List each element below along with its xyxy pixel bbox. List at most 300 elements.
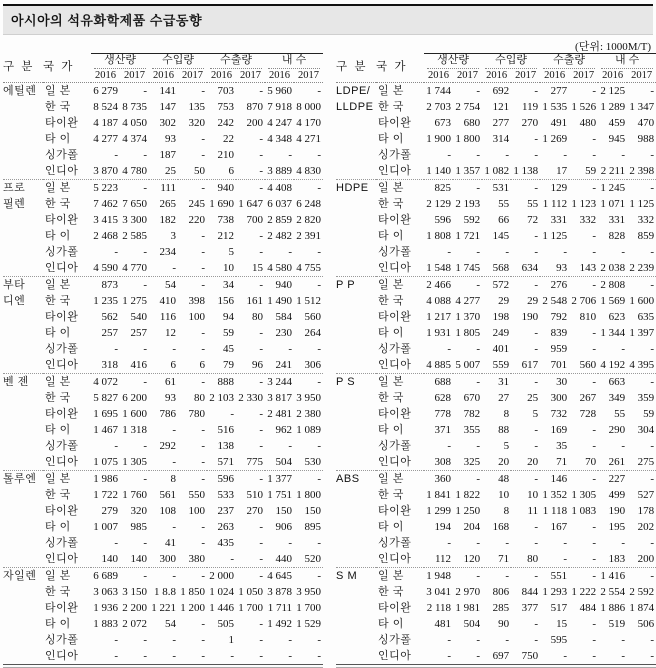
country-cell: 일 본 [43,374,91,391]
value-cell: 55 [527,198,539,210]
value-cell: 15 [252,262,264,274]
value-cell: 1 647 [238,198,264,210]
year-label: 2017 [627,69,656,83]
value-cell: 300 [550,392,568,404]
category-cell: 필렌 [3,198,26,210]
value-cell: 2 391 [296,230,322,242]
table-row [336,406,656,422]
value-cell: 792 [550,311,568,323]
value-cell: - [476,246,481,258]
table-row [3,293,323,309]
country-cell: 인디아 [378,553,412,565]
value-cell: 1 760 [122,489,148,501]
country-cell: 인디아 [378,165,412,177]
value-cell: - [288,537,293,549]
value-cell: 194 [434,521,452,533]
table-row [336,309,656,325]
country-cell: 일 본 [376,180,424,197]
value-cell: 440 [275,553,293,565]
header-exports: 수출량 [207,54,265,70]
table-row [3,616,323,632]
country-cell: 싱가폴 [378,537,412,549]
value-cell: - [114,149,118,161]
value-cell: - [172,456,177,468]
value-cell: 3 817 [267,392,293,404]
table-row [336,584,656,600]
country-cell: 한 국 [378,198,404,210]
value-cell: 435 [217,537,235,549]
value-cell: 4 830 [296,165,322,177]
value-cell: 540 [130,311,148,323]
value-cell: 1 711 [267,602,293,614]
value-cell: - [178,648,207,665]
value-cell: 249 [492,327,510,339]
category-cell [336,648,376,665]
table-row [336,632,656,648]
value-cell: - [627,568,656,585]
country-cell: 타이완 [45,311,79,323]
year-label: 2017 [511,69,540,83]
country-cell: 타이완 [378,408,412,420]
value-cell: - [259,634,264,646]
category-cell [336,438,376,454]
value-cell: - [424,648,453,665]
value-cell: 3 [170,230,177,242]
category-cell [336,535,376,551]
value-cell: - [259,537,264,549]
value-cell: 1 245 [598,180,627,197]
value-cell: 680 [463,117,481,129]
category-cell: HDPE [336,180,376,197]
value-cell: 140 [130,553,148,565]
value-cell: 828 [608,230,626,242]
category-cell [3,309,43,325]
table-row [3,519,323,535]
category-cell [3,228,43,244]
value-cell: - [294,374,323,391]
value-cell: - [511,277,540,294]
value-cell: 190 [608,505,626,517]
value-cell: 782 [463,408,481,420]
value-cell: 4 050 [122,117,148,129]
value-cell: 111 [149,180,178,197]
value-cell: 1 948 [424,568,453,585]
category-cell [3,390,43,406]
unit-note: (단위: 1000M/T) [575,41,651,53]
value-cell: 697 [482,648,511,665]
category-cell [336,309,376,325]
value-cell: - [143,246,148,258]
country-cell: 싱가폴 [45,343,79,355]
value-cell: - [294,648,323,665]
table-row [3,341,323,357]
value-cell: - [453,180,482,197]
category-cell [336,390,376,406]
table-row [336,390,656,406]
table-header [336,54,656,83]
table-row [336,260,656,277]
value-cell: 66 [498,214,510,226]
value-cell: - [505,246,510,258]
value-cell: 359 [637,392,655,404]
table-row [336,374,656,391]
value-cell: - [505,634,510,646]
value-cell: 5 960 [267,85,293,97]
category-cell: ABS [336,471,376,488]
value-cell: 314 [492,133,510,145]
value-cell: - [259,553,264,565]
value-cell: 410 [159,295,177,307]
value-cell: 257 [101,327,118,339]
value-cell: - [149,648,178,665]
value-cell: 2 706 [571,295,597,307]
value-cell: 738 [217,214,235,226]
value-cell: 945 [608,133,626,145]
value-cell: 596 [207,471,236,488]
value-cell: - [447,537,452,549]
table-row [336,600,656,616]
country-cell: 타 이 [378,230,404,242]
value-cell: 2 808 [598,277,627,294]
value-cell: - [294,568,323,585]
supply-table-right [336,53,656,665]
value-cell: 147 [159,101,177,113]
table-row [3,487,323,503]
value-cell: 398 [188,295,206,307]
country-cell: 한 국 [45,586,71,598]
value-cell: 592 [463,214,481,226]
value-cell: - [534,230,539,242]
value-cell: - [563,537,568,549]
country-cell: 타이완 [45,505,79,517]
value-cell: - [534,424,539,436]
country-cell: 타 이 [45,327,71,339]
value-cell: 230 [275,327,293,339]
value-cell: - [453,277,482,294]
value-cell: 1 446 [209,602,235,614]
country-cell: 타이완 [45,214,79,226]
table-row [336,471,656,488]
value-cell: 10 [498,489,510,501]
country-cell: 일 본 [378,85,404,97]
value-cell: 663 [598,374,627,391]
value-cell: 810 [579,311,597,323]
table-row [3,309,323,325]
value-cell: 572 [482,277,511,294]
table-row [3,228,323,244]
value-cell: 1 492 [267,618,293,630]
category-cell [336,147,376,163]
value-cell: 2 970 [455,586,481,598]
value-cell: 270 [246,505,264,517]
header-category: 구 분 [336,54,376,83]
value-cell: 560 [304,311,322,323]
value-cell: 168 [492,521,510,533]
value-cell: - [621,634,626,646]
value-cell: 331 [550,214,568,226]
value-cell: - [569,568,598,585]
value-cell: 7 918 [267,101,293,113]
value-cell: 1 721 [455,230,481,242]
value-cell: 25 [527,392,539,404]
value-cell: 4 088 [426,295,452,307]
value-cell: 1 357 [455,165,481,177]
value-cell: - [592,440,597,452]
country-cell: 인디아 [45,359,79,371]
value-cell: - [534,343,539,355]
value-cell: - [650,85,655,97]
category-cell: 에틸렌 [3,85,37,97]
value-cell: - [505,149,510,161]
country-cell: 싱가폴 [45,537,79,549]
value-cell: 416 [130,359,148,371]
country-cell: 타 이 [45,133,71,145]
value-cell: 550 [188,489,206,501]
value-cell: 135 [188,101,206,113]
country-cell: 한 국 [45,295,71,307]
value-cell: 1 140 [426,165,452,177]
value-cell: 241 [275,359,293,371]
value-cell: 4 408 [265,180,294,197]
value-cell: 50 [194,165,206,177]
value-cell: 264 [304,327,322,339]
category-cell [3,487,43,503]
value-cell: 10 [223,262,235,274]
value-cell: 2 129 [426,198,452,210]
value-cell: 3 041 [426,586,452,598]
value-cell: 25 [165,165,177,177]
category-cell: 벤 젠 [3,374,43,391]
value-cell: 703 [217,85,235,97]
value-cell: 4 271 [296,133,322,145]
table-row [3,648,323,665]
table-row [3,535,323,551]
value-cell: 318 [101,359,118,371]
value-cell: 1 305 [571,489,597,501]
value-cell: 1 125 [542,230,568,242]
value-cell: 61 [149,374,178,391]
category-cell [3,632,43,648]
country-cell: 싱가폴 [378,343,412,355]
year-label: 2016 [265,69,294,83]
year-label: 2016 [149,69,178,83]
value-cell: 504 [463,618,481,630]
value-cell: 470 [637,117,655,129]
category-cell [336,632,376,648]
country-cell: 타이완 [378,117,412,129]
value-cell: 210 [217,149,235,161]
year-label: 2016 [540,69,569,83]
value-cell: 2 380 [296,408,322,420]
value-cell: 5 [228,246,235,258]
category-cell: LLDPE [336,101,374,113]
value-cell: 859 [637,230,655,242]
value-cell: 121 [492,101,510,113]
country-cell: 싱가폴 [378,246,412,258]
value-cell: - [317,246,322,258]
value-cell: 623 [608,311,626,323]
table-row [336,147,656,163]
value-cell: 1 467 [93,424,118,436]
value-cell: 673 [434,117,452,129]
value-cell: 11 [527,505,539,517]
value-cell: - [511,180,540,197]
country-cell: 인디아 [45,262,79,274]
value-cell: 1 250 [455,505,481,517]
value-cell: 146 [540,471,569,488]
header-imports: 수입량 [482,54,540,70]
value-cell: 143 [579,262,597,274]
category-cell: P S [336,374,376,391]
value-cell: 806 [492,586,510,598]
header-production: 생산량 [424,54,482,70]
value-cell: 1 118 [542,505,568,517]
value-cell: - [178,568,207,585]
value-cell: 371 [434,424,452,436]
value-cell: 204 [463,521,481,533]
table-row [3,260,323,277]
value-cell: - [236,471,265,488]
table-row [336,519,656,535]
country-cell: 타 이 [45,521,71,533]
value-cell: 190 [521,311,539,323]
value-cell: 290 [608,424,626,436]
value-cell: 1 397 [629,327,655,339]
value-cell: 1 986 [91,471,120,488]
value-cell: 568 [492,262,510,274]
value-cell: 3 415 [93,214,118,226]
category-cell [336,357,376,374]
value-cell: 1 217 [426,311,452,323]
table-row [3,390,323,406]
country-cell: 한 국 [45,489,71,501]
value-cell: - [114,537,118,549]
value-cell: 1 700 [238,602,264,614]
value-cell: - [236,568,265,585]
category-cell [336,487,376,503]
value-cell: - [259,246,264,258]
value-cell: - [592,85,597,97]
value-cell: - [540,648,569,665]
value-cell: 5 [503,440,510,452]
country-cell: 인디아 [378,359,412,371]
value-cell: 302 [159,117,177,129]
value-cell: 276 [540,277,569,294]
value-cell: 150 [304,505,322,517]
value-cell: 12 [165,327,177,339]
value-cell: 499 [608,489,626,501]
category-cell [3,503,43,519]
category-cell [336,115,376,131]
header-domestic: 내 수 [265,54,323,70]
table-row [3,99,323,115]
value-cell: 2 481 [267,408,293,420]
table-row [3,422,323,438]
category-cell [336,341,376,357]
value-cell: - [120,180,149,197]
country-cell: 싱가폴 [378,634,412,646]
country-cell: 인디아 [45,456,79,468]
header-category: 구 분 [3,54,43,83]
value-cell: 59 [643,408,655,420]
value-cell: 2 118 [426,602,452,614]
value-cell: 1 900 [426,133,452,145]
table-row [3,551,323,568]
value-cell: - [201,85,206,97]
value-cell: - [317,343,322,355]
value-cell: - [120,648,149,665]
table-row [336,180,656,197]
value-cell: 1 695 [93,408,118,420]
value-cell: 551 [540,568,569,585]
value-cell: 895 [304,521,322,533]
value-cell: - [592,634,597,646]
country-cell: 타 이 [378,521,404,533]
value-cell: - [476,149,481,161]
value-cell: 1 8.8 [154,586,177,598]
value-cell: 1 222 [571,586,597,598]
value-cell: 234 [159,246,177,258]
header-country: 국 가 [376,54,424,83]
country-cell: 한 국 [378,295,404,307]
value-cell: 520 [304,553,322,565]
value-cell: - [482,568,511,585]
value-cell: 533 [217,489,235,501]
value-cell: 10 [527,489,539,501]
value-cell: - [534,133,539,145]
country-cell: 한 국 [378,489,404,501]
table-row [336,454,656,471]
value-cell: 4 170 [296,117,322,129]
value-cell: 31 [482,374,511,391]
country-cell: 타 이 [45,230,71,242]
country-cell: 인디아 [45,553,79,565]
value-cell: 8 [503,408,510,420]
value-cell: - [178,277,207,294]
value-cell: - [294,180,323,197]
value-cell: - [592,553,597,565]
value-cell: 2 468 [93,230,118,242]
value-cell: - [317,149,322,161]
table-row [3,600,323,616]
value-cell: - [627,471,656,488]
value-cell: - [259,327,264,339]
value-cell: 4 277 [455,295,481,307]
value-cell: - [120,568,149,585]
table-row [3,503,323,519]
country-cell: 인디아 [376,648,424,665]
value-cell: - [201,149,206,161]
category-cell [336,163,376,180]
value-cell: 595 [550,634,568,646]
value-cell: 1 883 [93,618,118,630]
country-cell: 타이완 [378,505,412,517]
value-cell: 2 859 [267,214,293,226]
value-cell: 2 466 [424,277,453,294]
value-cell: 962 [275,424,293,436]
value-cell: 506 [637,618,655,630]
value-cell: 2 330 [238,392,264,404]
value-cell: 940 [265,277,294,294]
value-cell: 562 [101,311,118,323]
value-cell: 72 [527,214,539,226]
value-cell: 263 [217,521,235,533]
value-cell: - [201,230,206,242]
value-cell: 1 722 [93,489,118,501]
value-cell: - [114,634,118,646]
value-cell: 2 592 [629,586,655,598]
table-row [336,115,656,131]
